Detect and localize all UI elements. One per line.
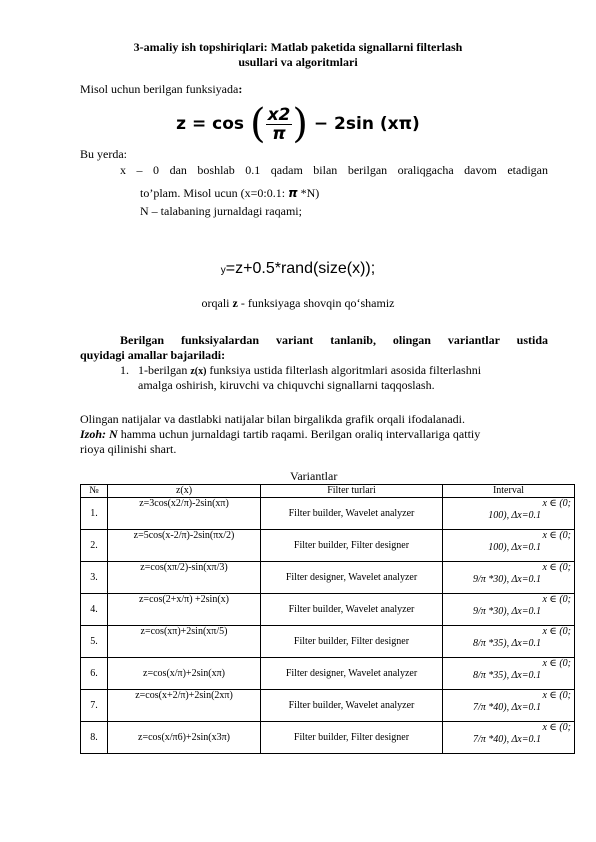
formula-denominator: π: [272, 123, 286, 144]
header-filter: Filter turlari: [261, 485, 443, 498]
table-row: 8. z=cos(x/π6)+2sin(x3π) Filter builder, Filter designer x ∈ (0; 7/π *40), Δx=0.1: [81, 722, 575, 754]
table-row: 2. z=5cos(x-2/π)-2sin(πx/2) Filter builder, Filter designer x ∈ (0; 100), Δx=0.1: [81, 530, 575, 562]
header-zx: z(x): [108, 485, 261, 498]
formula-numerator: x2: [267, 104, 291, 125]
title-line-2: usullari va algoritmlari: [238, 55, 358, 69]
table-row: 6. z=cos(x/π)+2sin(xπ) Filter designer, Wavelet analyzer x ∈ (0; 8/π *35), Δx=0.1: [81, 658, 575, 690]
pi-symbol: π: [288, 186, 298, 200]
x-definition-line-2: to’plam. Misol ucun (x=0:0.1: π *N): [140, 186, 320, 200]
main-formula: [0, 101, 596, 147]
formula-paren-close: ): [292, 101, 308, 147]
task-heading-line-2: quyidagi amallar bajariladi:: [80, 348, 226, 362]
table-row: 7. z=cos(x+2/π)+2sin(2xπ) Filter builder, Wavelet analyzer x ∈ (0; 7/π *40), Δx=0.1: [81, 690, 575, 722]
title-line-1: 3-amaliy ish topshiriqlari: Matlab paketida signallarni filterlash: [133, 40, 463, 54]
task-item-number: 1.: [120, 363, 129, 377]
formula-paren-open: (: [249, 101, 266, 147]
noise-formula: y=z+0.5*rand(size(x));: [220, 260, 376, 277]
header-num: №: [81, 485, 108, 498]
formula-lhs: z = cos: [176, 114, 245, 134]
document-title: [0, 40, 596, 70]
table-row: 4. z=cos(2+x/π) +2sin(x) Filter builder, Wavelet analyzer x ∈ (0; 9/π *30), Δx=0.1: [81, 594, 575, 626]
header-interval: Interval: [443, 485, 575, 498]
table-caption: Variantlar: [290, 469, 338, 483]
variants-table: [80, 484, 575, 754]
note-line-2: rioya qilinishi shart.: [80, 442, 177, 456]
n-definition: N – talabaning jurnaldagi raqami;: [140, 204, 302, 218]
intro-text: Misol uchun berilgan funksiyada:: [80, 82, 243, 96]
formula-fraction: [266, 106, 293, 143]
noise-text: orqali z - funksiyaga shovqin qo‘shamiz: [201, 296, 395, 310]
task-item-line-1: 1-berilgan z(x) funksiya ustida filterlash algoritmlari asosida filterlashni: [138, 363, 482, 377]
table-row: 5. z=cos(xπ)+2sin(xπ/5) Filter builder, Filter designer x ∈ (0; 8/π *35), Δx=0.1: [81, 626, 575, 658]
x-definition-line-1: x – 0 dan boshlab 0.1 qadam bilan berilgan oraliqgacha davom etadigan: [120, 163, 548, 177]
results-text: Olingan natijalar va dastlabki natijalar bilan birgalikda grafik orqali ifodalanadi.: [80, 412, 465, 426]
table-row: 3. z=cos(xπ/2)-sin(xπ/3) Filter designer, Wavelet analyzer x ∈ (0; 9/π *30), Δx=0.1: [81, 562, 575, 594]
note-line-1: Izoh: N hamma uchun jurnaldagi tartib raqami. Berilgan oraliq intervallariga qattiy: [80, 427, 481, 441]
task-item-line-2: amalga oshirish, kiruvchi va chiquvchi signallarni taqqoslash.: [138, 378, 435, 392]
formula-rhs: − 2sin (xπ): [313, 114, 420, 134]
table-row: 1. z=3cos(x2/π)-2sin(xπ) Filter builder, Wavelet analyzer x ∈ (0; 100), Δx=0.1: [81, 498, 575, 530]
task-heading-line-1: Berilgan funksiyalardan variant tanlanib, olingan variantlar ustida: [120, 333, 548, 347]
bu-yerda-label: Bu yerda:: [80, 147, 127, 161]
table-header-row: [81, 485, 575, 498]
